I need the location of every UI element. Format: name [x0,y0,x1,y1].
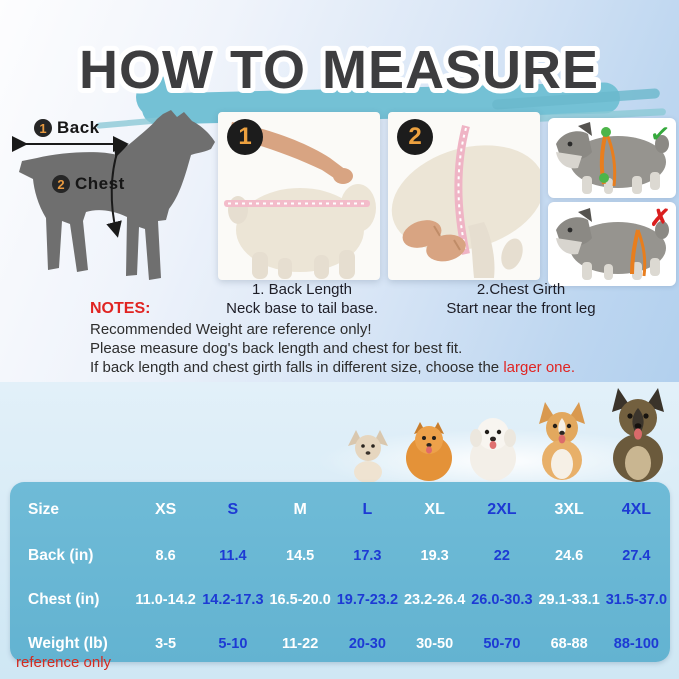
breed-dogs-photo [342,386,676,482]
back-value: 17.3 [353,548,382,564]
german-shepherd-icon [600,386,676,482]
back-length-row [10,534,670,578]
chest-value: 16.5-20.0 [269,592,331,608]
weight-value: 11-22 [281,636,319,652]
step2-caption-title: 2.Chest Girth [476,281,566,298]
size-col-xs: XS [154,501,177,518]
back-value: 14.5 [286,548,315,564]
size-col-xl: XL [424,501,445,518]
chest-value: 31.5-37.0 [605,592,668,608]
chest-value: 29.1-33.1 [538,592,600,608]
step2-caption-sub: Start near the front leg [446,300,596,317]
check-icon: ✓ [648,119,672,150]
weight-value: 5-10 [218,636,248,652]
step1-badge-icon: 1 [227,119,263,155]
back-value: 11.4 [219,548,247,564]
size-col-3xl: 3XL [554,501,584,518]
page-title: HOW TO MEASURE [78,40,600,100]
correct-example-photo [548,118,676,198]
wrong-example-photo [548,202,676,286]
weight-value: 30-50 [416,636,454,652]
weight-value: 88-100 [613,636,659,652]
chest-value: 26.0-30.3 [471,592,533,608]
pomeranian-icon [400,418,458,482]
notes-highlight: larger one. [503,359,576,376]
size-col-s: S [227,501,239,518]
notes-line-3: If back length and chest girth falls in different size, choose the larger one. [90,359,576,376]
weight-value: 68-88 [550,636,588,652]
back-row-label: Back (in) [28,547,94,564]
notes-line-1: Recommended Weight are reference only! [90,321,372,338]
measuring-diagram [0,108,228,300]
chest-row-label: Chest (in) [28,591,100,608]
chest-value: 19.7-23.2 [336,592,399,608]
weight-value: 3-5 [155,636,177,652]
bichon-icon [463,412,523,482]
cross-icon: ✗ [648,204,671,233]
back-value: 8.6 [155,548,176,564]
weight-value: 50-70 [483,636,521,652]
back-label: Back [57,118,100,137]
notes-block [90,300,675,377]
step1-caption-title: 1. Back Length [251,281,353,298]
page-title-graphic [0,18,679,110]
back-value: 22 [493,548,510,564]
chest-value: 23.2-26.4 [403,592,466,608]
back-measure-label [34,118,100,138]
weight-value: 20-30 [348,636,386,652]
back-value: 24.6 [555,548,584,564]
chest-label: Chest [75,174,125,193]
chest-measure-label [52,174,125,194]
badge-2-icon: 2 [52,175,70,193]
badge-1-icon: 1 [34,119,52,137]
chihuahua-icon [342,428,394,482]
notes-heading: NOTES: [90,300,151,317]
size-chart-header-row [10,482,670,534]
back-value: 19.3 [420,548,449,564]
reference-only-note: reference only [16,654,112,671]
size-header-label: Size [28,501,60,518]
size-col-2xl: 2XL [487,501,517,518]
size-chart-table [10,482,670,662]
notes-line-2: Please measure dog's back length and chest for best fit. [90,340,463,357]
size-col-m: M [293,501,307,518]
corgi-icon [529,400,595,482]
step1-photo [218,112,380,280]
chest-value: 14.2-17.3 [202,592,264,608]
step2-photo [388,112,540,280]
size-col-4xl: 4XL [621,501,652,518]
size-col-l: L [362,501,373,518]
step1-caption-sub: Neck base to tail base. [226,300,378,317]
step2-badge-icon: 2 [397,119,433,155]
weight-row-label: Weight (lb) [28,635,108,652]
chest-girth-row [10,578,670,622]
back-value: 27.4 [622,548,651,564]
chest-value: 11.0-14.2 [135,592,196,608]
bottom-section [0,382,679,679]
